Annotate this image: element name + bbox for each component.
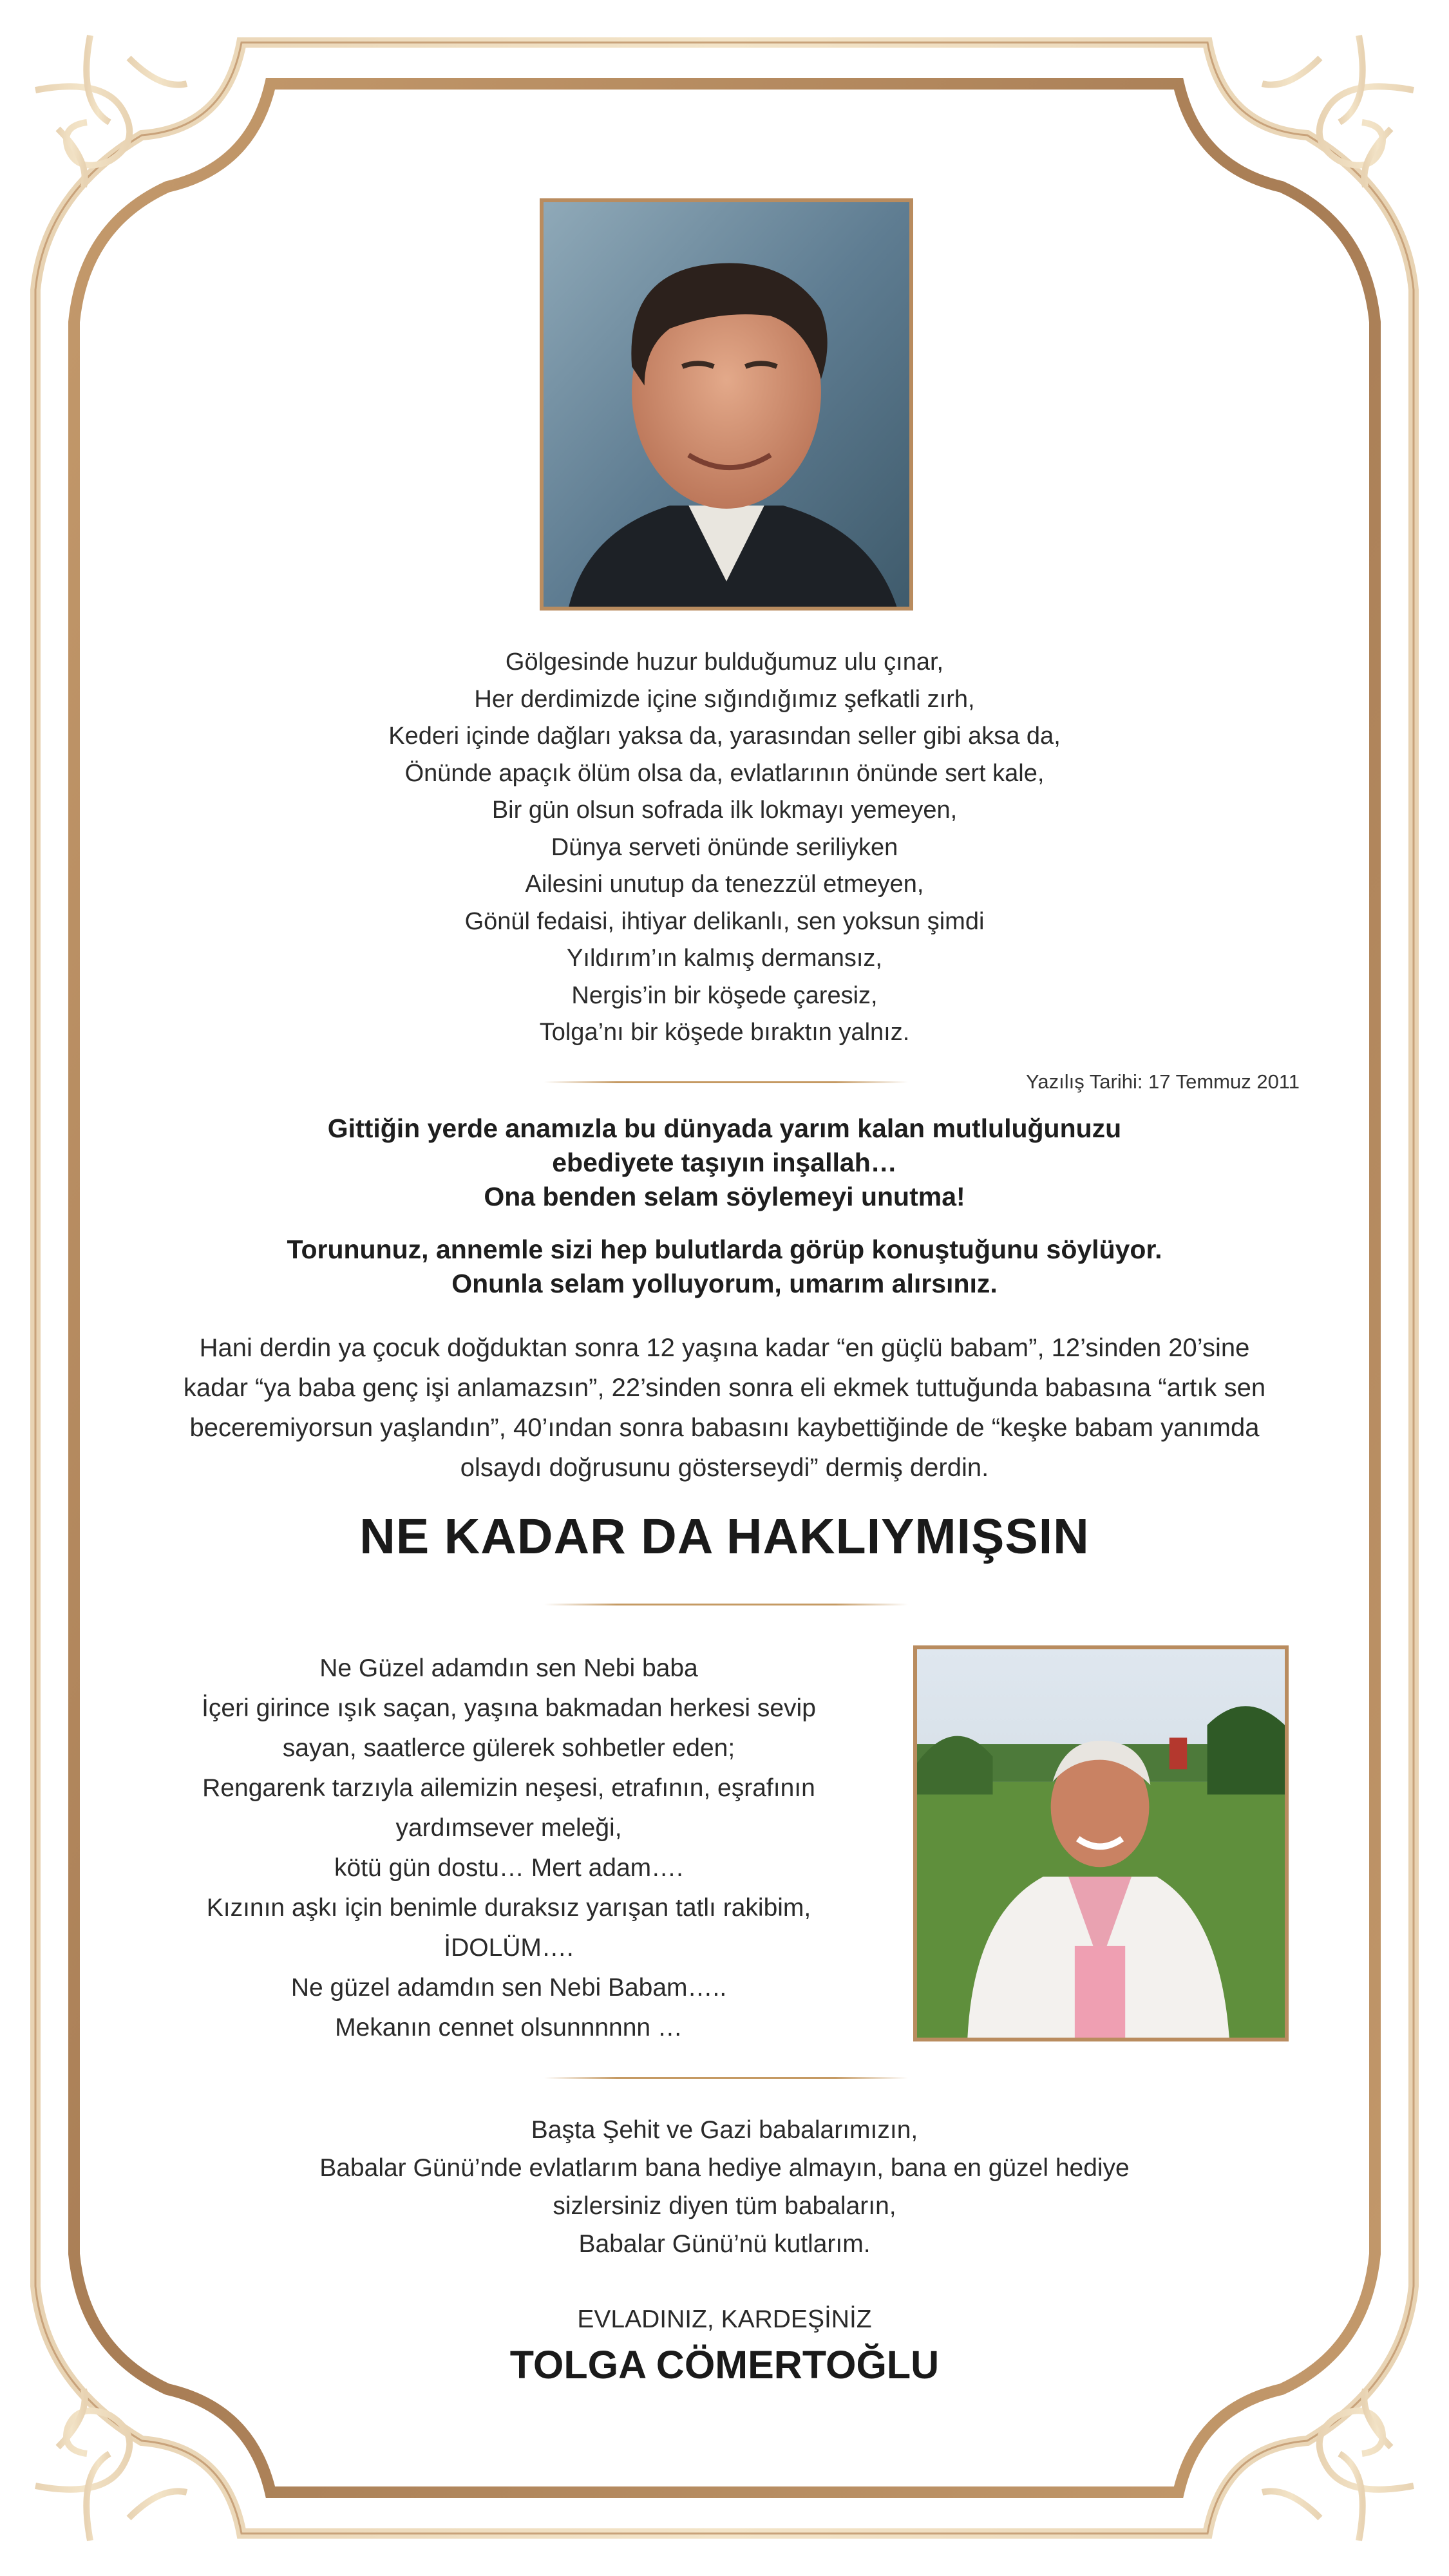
message-line: ebediyete taşıyın inşallah… — [552, 1148, 897, 1177]
closing-line: Başta Şehit ve Gazi babalarımızın, — [531, 2116, 918, 2144]
divider — [544, 1081, 908, 1083]
paragraph-line: kadar “ya baba genç işi anlamazsın”, 22’sinden sonra eli ekmek tuttuğunda babasına “artık sen — [183, 1374, 1266, 1402]
tribute-line: Mekanın cennet olsunnnnnn … — [335, 2014, 683, 2041]
poem-line: Kederi içinde dağları yaksa da, yarasından seller gibi aksa da, — [388, 723, 1061, 750]
paragraph-line: Hani derdin ya çocuk doğduktan sonra 12 yaşına kadar “en güçlü babam”, 12’sinden 20’sine — [199, 1334, 1250, 1362]
tribute-line: sayan, saatlerce gülerek sohbetler eden; — [282, 1734, 735, 1762]
message-line: Torununuz, annemle sizi hep bulutlarda görüp konuştuğunu söylüyor. — [287, 1235, 1162, 1264]
poem-line: Yıldırım’ın kalmış dermansız, — [567, 945, 882, 972]
tribute-line: Rengarenk tarzıyla ailemizin neşesi, etrafının, eşrafının — [202, 1774, 815, 1802]
message-block-2 — [193, 1233, 1256, 1301]
tribute-line: kötü gün dostu… Mert adam…. — [334, 1854, 683, 1882]
corner-ornament-top-right — [1262, 35, 1414, 187]
closing-line: sizlersiniz diyen tüm babaların, — [553, 2192, 896, 2220]
paragraph-line: olsaydı doğrusunu gösterseydi” dermiş derdin. — [460, 1454, 989, 1482]
portrait-photo — [540, 198, 913, 611]
tribute-line: İDOLÜM…. — [444, 1934, 574, 1962]
corner-ornament-bottom-left — [35, 2389, 187, 2541]
corner-ornament-top-left — [35, 35, 187, 187]
story-paragraph — [161, 1328, 1288, 1488]
written-date: Yazılış Tarihi: 17 Temmuz 2011 — [1025, 1070, 1300, 1093]
message-line: Gittiğin yerde anamızla bu dünyada yarım kalan mutluluğunuzu — [327, 1113, 1122, 1143]
tribute-line: Ne Güzel adamdın sen Nebi baba — [319, 1654, 698, 1682]
poem-line: Gölgesinde huzur bulduğumuz ulu çınar, — [505, 649, 944, 676]
poem-line: Tolga’nı bir köşede bıraktın yalnız. — [539, 1019, 910, 1046]
poem-line: Her derdimizde içine sığındığımız şefkatli zırh, — [474, 685, 975, 713]
poem-block — [270, 644, 1179, 1052]
poem-line: Bir gün olsun sofrada ilk lokmayı yemeyen, — [491, 797, 958, 824]
tribute-poem — [155, 1649, 863, 2048]
message-block-1 — [193, 1112, 1256, 1214]
poem-line: Önünde apaçık ölüm olsa da, evlatlarının önünde sert kale, — [404, 759, 1045, 787]
headline: NE KADAR DA HAKLIYMIŞSIN — [359, 1509, 1090, 1564]
closing-line: Babalar Günü’nde evlatlarım bana hediye almayın, bana en güzel hediye — [319, 2154, 1130, 2182]
divider — [544, 1604, 908, 1605]
corner-ornament-bottom-right — [1262, 2389, 1414, 2541]
poem-line: Ailesini unutup da tenezzül etmeyen, — [525, 871, 924, 898]
signature-name: TOLGA CÖMERTOĞLU — [509, 2343, 940, 2387]
signature-relation: EVLADINIZ, KARDEŞİNİZ — [577, 2306, 872, 2333]
outdoor-photo — [913, 1645, 1289, 2041]
tribute-line: Ne güzel adamdın sen Nebi Babam….. — [290, 1974, 727, 2002]
closing-line: Babalar Günü’nü kutlarım. — [578, 2230, 871, 2258]
paragraph-line: beceremiyorsun yaşlandın”, 40’ından sonra babasını kaybettiğinde de “keşke babam yanımda — [189, 1414, 1260, 1442]
message-line: Onunla selam yolluyorum, umarım alırsınız. — [451, 1269, 998, 1298]
poem-line: Nergis’in bir köşede çaresiz, — [571, 981, 878, 1009]
poem-line: Gönül fedaisi, ihtiyar delikanlı, sen yoksun şimdi — [464, 907, 985, 935]
tribute-line: yardımsever meleği, — [395, 1814, 622, 1842]
divider — [544, 2077, 908, 2079]
poem-line: Dünya serveti önünde seriliyken — [551, 833, 898, 861]
closing-block — [193, 2111, 1256, 2263]
message-line: Ona benden selam söylemeyi unutma! — [484, 1182, 965, 1211]
tribute-line: Kızının aşkı için benimle duraksız yarışan tatlı rakibim, — [206, 1894, 811, 1922]
tribute-line: İçeri girince ışık saçan, yaşına bakmadan herkesi sevip — [202, 1694, 816, 1722]
